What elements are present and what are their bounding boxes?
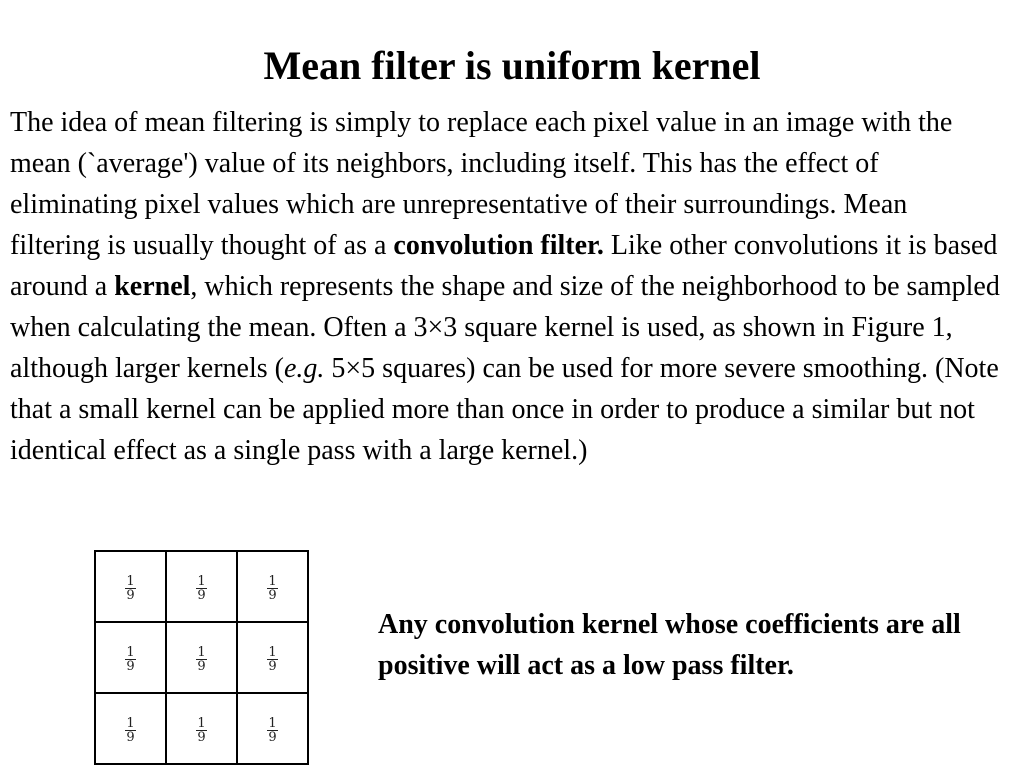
kernel-term: kernel bbox=[114, 271, 191, 302]
coefficient-denominator: 9 bbox=[126, 587, 135, 603]
kernel-cell bbox=[95, 693, 166, 764]
eg-abbreviation: e.g. bbox=[283, 353, 325, 384]
coefficient-numerator: 1 bbox=[197, 644, 206, 660]
coefficient-denominator: 9 bbox=[197, 587, 206, 603]
kernel-coefficient bbox=[267, 715, 277, 745]
coefficient-denominator: 9 bbox=[268, 658, 277, 674]
low-pass-note: Any convolution kernel whose coefficients are all positive will act as a low pass filter. bbox=[378, 609, 961, 681]
coefficient-denominator: 9 bbox=[268, 587, 277, 603]
body-text-segment: , which represents the shape and size of the neighborhood to be sampled when calculating the mean. Often a 3×3 square kernel is used, as shown in Figure 1, although larger kernels ( bbox=[10, 271, 1000, 384]
coefficient-denominator: 9 bbox=[126, 658, 135, 674]
body-paragraph bbox=[10, 102, 1000, 471]
kernel-coefficient bbox=[125, 644, 135, 674]
coefficient-numerator: 1 bbox=[268, 644, 277, 660]
body-text-segment: Like other convolutions it is based around a bbox=[10, 230, 998, 302]
body-text-segment: 5×5 squares) can be used for more severe smoothing. (Note that a small kernel can be applied more than once in order to produce a similar but not identical effect as a single pass with a large kernel.) bbox=[10, 353, 999, 466]
coefficient-numerator: 1 bbox=[126, 573, 135, 589]
kernel-cell bbox=[95, 551, 166, 622]
kernel-coefficient bbox=[196, 573, 206, 603]
coefficient-numerator: 1 bbox=[197, 715, 206, 731]
kernel-cell bbox=[237, 551, 308, 622]
body-text-segment: The idea of mean filtering is simply to replace each pixel value in an image with the mean (`average') value of its neighbors, including itself. This has the effect of eliminating pixel values which are unrepresentative of their surroundings. Mean filtering is usually thought of as a bbox=[10, 107, 953, 261]
kernel-coefficient bbox=[125, 573, 135, 603]
kernel-coefficient bbox=[125, 715, 135, 745]
kernel-cell bbox=[166, 551, 237, 622]
kernel-coefficient bbox=[196, 715, 206, 745]
kernel-row bbox=[95, 693, 308, 764]
coefficient-denominator: 9 bbox=[126, 729, 135, 745]
kernel-coefficient bbox=[267, 573, 277, 603]
convolution-filter-term: convolution filter. bbox=[393, 230, 604, 261]
coefficient-numerator: 1 bbox=[126, 644, 135, 660]
mean-kernel-grid bbox=[94, 550, 309, 765]
kernel-cell bbox=[166, 693, 237, 764]
coefficient-numerator: 1 bbox=[268, 573, 277, 589]
coefficient-numerator: 1 bbox=[126, 715, 135, 731]
kernel-cell bbox=[237, 622, 308, 693]
kernel-row bbox=[95, 622, 308, 693]
kernel-row bbox=[95, 551, 308, 622]
kernel-coefficient bbox=[196, 644, 206, 674]
coefficient-denominator: 9 bbox=[268, 729, 277, 745]
coefficient-denominator: 9 bbox=[197, 658, 206, 674]
coefficient-numerator: 1 bbox=[268, 715, 277, 731]
kernel-coefficient bbox=[267, 644, 277, 674]
kernel-cell bbox=[166, 622, 237, 693]
coefficient-denominator: 9 bbox=[197, 729, 206, 745]
coefficient-numerator: 1 bbox=[197, 573, 206, 589]
kernel-cell bbox=[95, 622, 166, 693]
kernel-cell bbox=[237, 693, 308, 764]
page-title: Mean filter is uniform kernel bbox=[263, 43, 761, 88]
